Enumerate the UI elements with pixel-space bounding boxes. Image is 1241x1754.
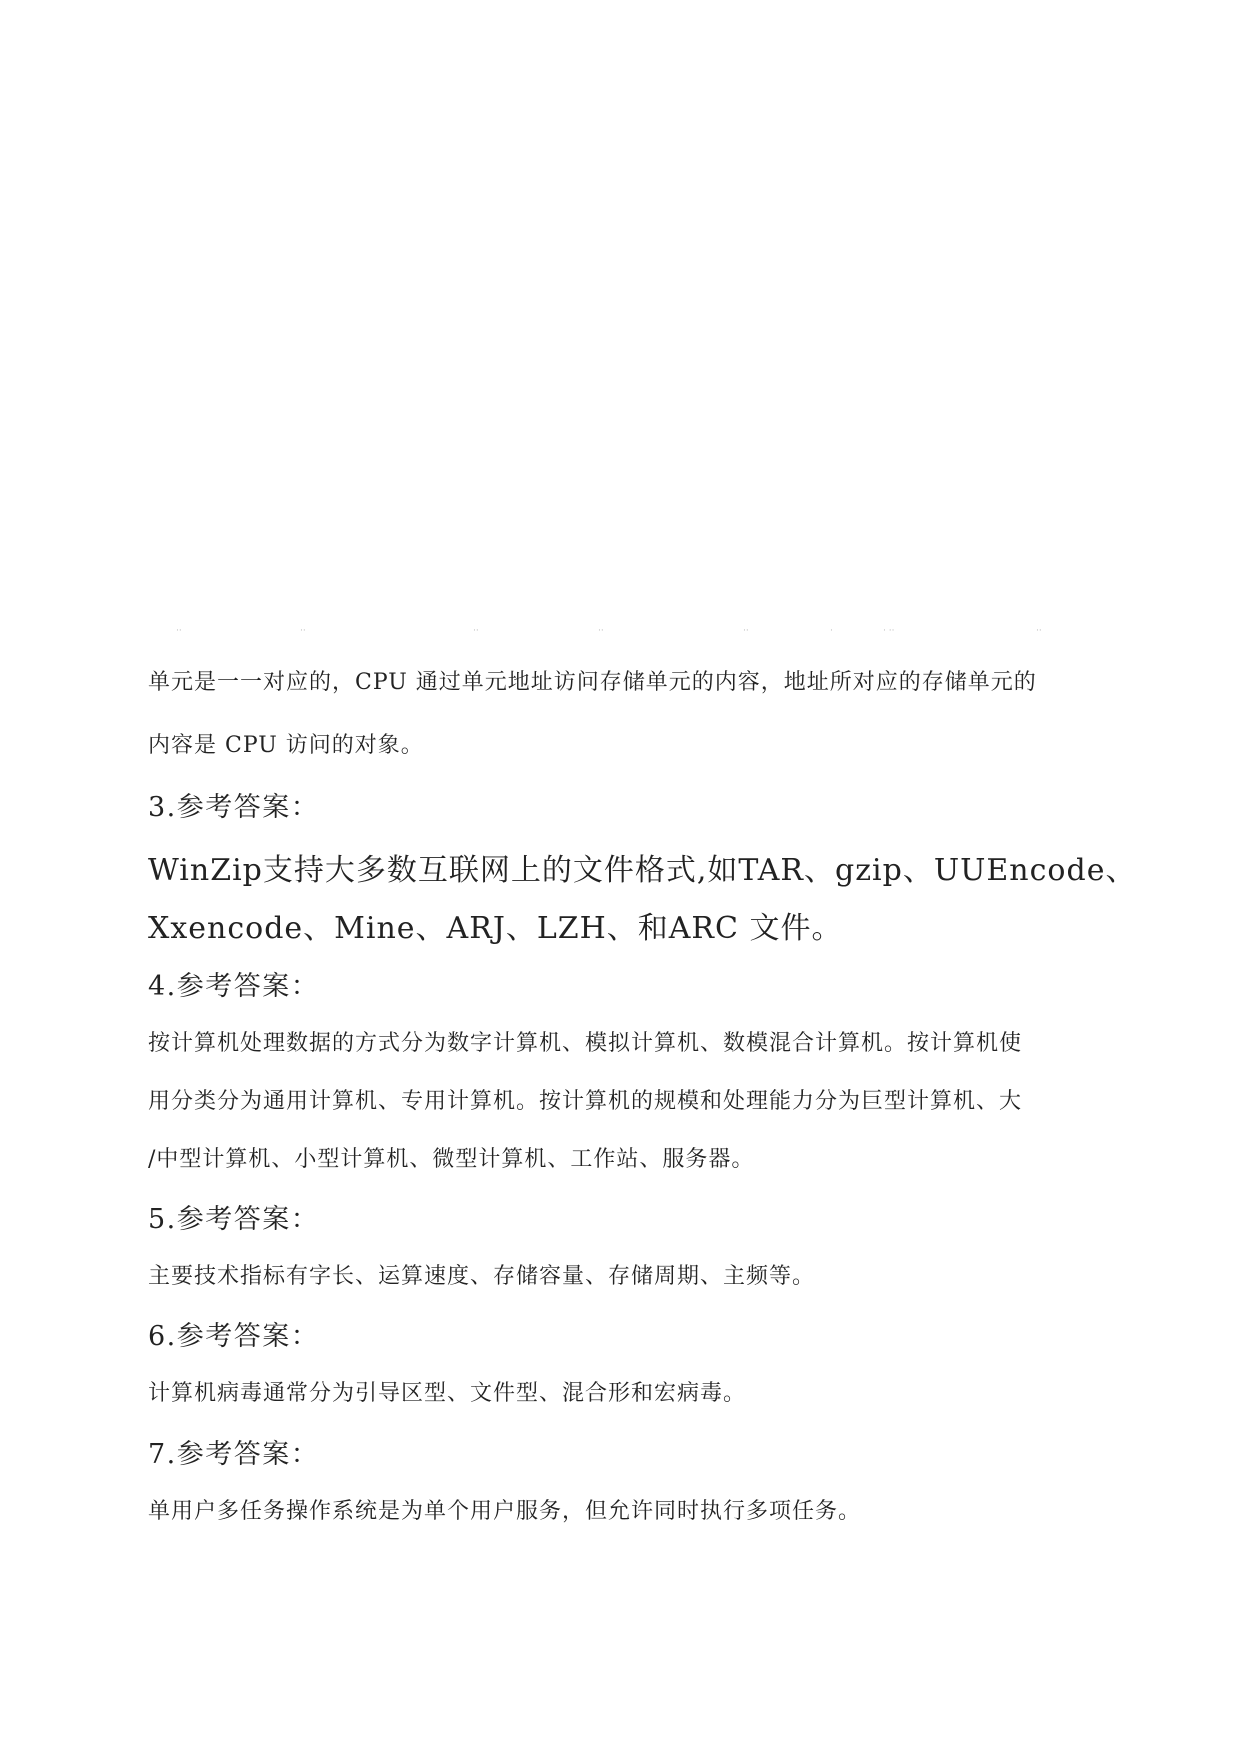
answer-heading: 5.参考答案： — [148, 1204, 320, 1235]
dot-mark: · — [830, 626, 833, 636]
answer-line: 用分类分为通用计算机、专用计算机。按计算机的规模和处理能力分为巨型计算机、大 — [148, 1089, 1023, 1114]
answer-line: 计算机病毒通常分为引导区型、文件型、混合形和宏病毒。 — [148, 1381, 747, 1406]
answer-line: 主要技术指标有字长、运算速度、存储容量、存储周期、主频等。 — [148, 1264, 816, 1289]
faint-dot-row — [148, 626, 1098, 638]
answer-heading: 6.参考答案： — [148, 1321, 320, 1352]
continuation-line: 单元是一一对应的，CPU 通过单元地址访问存储单元的内容，地址所对应的存储单元的 — [148, 670, 1037, 695]
answer-line: WinZip支持大多数互联网上的文件格式,如TAR、gzip、UUEncode、 — [148, 853, 1137, 888]
answer-line: 按计算机处理数据的方式分为数字计算机、模拟计算机、数模混合计算机。按计算机使 — [148, 1031, 1023, 1056]
dot-mark: ·· — [743, 626, 749, 636]
dot-mark: ·· — [300, 626, 306, 636]
continuation-line: 内容是 CPU 访问的对象。 — [148, 733, 424, 758]
answer-heading: 3.参考答案： — [148, 792, 320, 823]
answer-heading: 4.参考答案： — [148, 971, 320, 1002]
dot-mark: ·· — [176, 626, 182, 636]
answer-line: 单用户多任务操作系统是为单个用户服务，但允许同时执行多项任务。 — [148, 1499, 862, 1524]
dot-mark: ·· — [473, 626, 479, 636]
answer-line: /中型计算机、小型计算机、微型计算机、工作站、服务器。 — [148, 1147, 755, 1172]
dot-mark: ·· — [1036, 626, 1042, 636]
dot-mark: · ·· — [883, 626, 895, 636]
dot-mark: ·· — [598, 626, 604, 636]
answer-heading: 7.参考答案： — [148, 1439, 320, 1470]
answer-line: Xxencode、Mine、ARJ、LZH、和ARC 文件。 — [148, 911, 843, 946]
